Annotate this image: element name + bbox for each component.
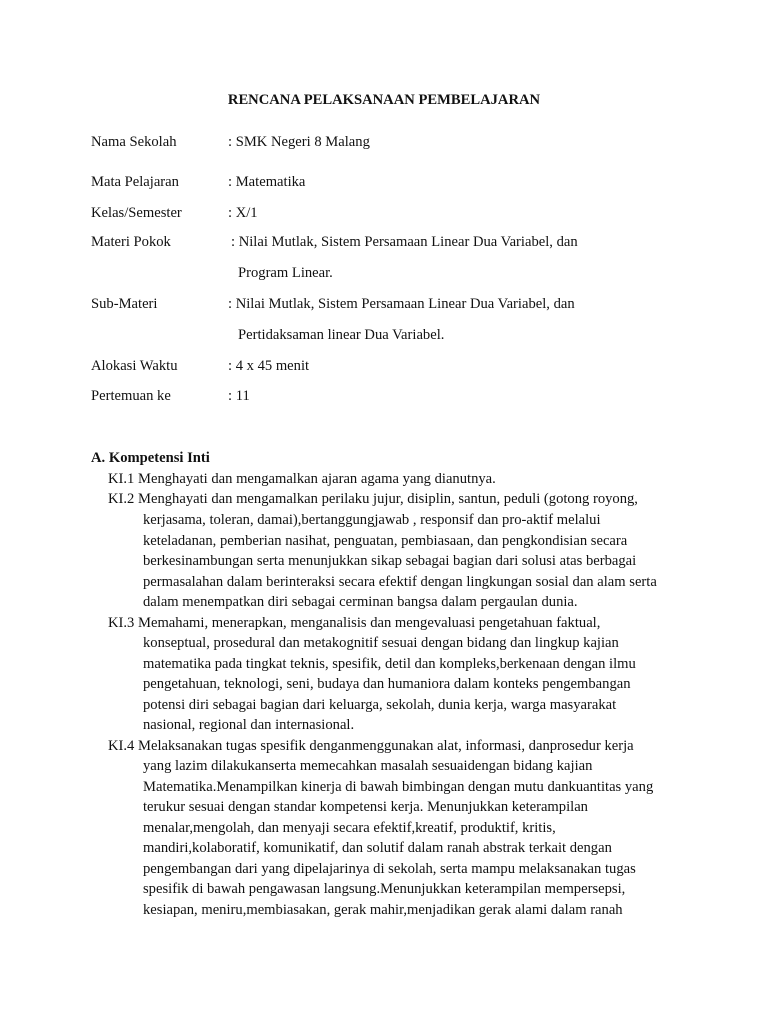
ki4-line: yang lazim dilakukanserta memecahkan masalah sesuaidengan bidang kajian <box>143 758 593 774</box>
ki2-line: permasalahan dalam berinteraksi secara efektif dengan lingkungan sosial dan alam serta <box>143 574 657 590</box>
ki4-line: menalar,mengolah, dan menyaji secara efektif,kreatif, produktif, kritis, <box>143 820 556 836</box>
document-title: RENCANA PELAKSANAAN PEMBELAJARAN <box>227 92 541 108</box>
ki4-line: pengembangan dari yang dipelajarinya di sekolah, serta mampu melaksanakan tugas <box>143 861 636 877</box>
label-pertemuan: Pertemuan ke <box>91 388 171 404</box>
value-mata-pelajaran: : Matematika <box>228 174 306 190</box>
value-kelas-semester: : X/1 <box>228 205 258 221</box>
value-materi-pokok-cont: Program Linear. <box>238 265 333 281</box>
value-alokasi-waktu: : 4 x 45 menit <box>228 358 310 374</box>
ki3-line: nasional, regional dan internasional. <box>143 717 355 733</box>
ki3-line: pengetahuan, teknologi, seni, budaya dan humaniora dalam konteks pengembangan <box>143 676 631 692</box>
ki2-line: kerjasama, toleran, damai),bertanggungjawab , responsif dan pro-aktif melalui <box>143 512 601 528</box>
ki2-line: dalam menempatkan diri sebagai cerminan bangsa dalam pergaulan dunia. <box>143 594 578 610</box>
value-nama-sekolah: : SMK Negeri 8 Malang <box>228 134 370 150</box>
label-sub-materi: Sub-Materi <box>91 296 158 312</box>
label-materi-pokok: Materi Pokok <box>91 234 171 250</box>
ki4-line: spesifik di bawah pengawasan langsung.Menunjukkan keterampilan mempersepsi, <box>143 881 626 897</box>
label-nama-sekolah: Nama Sekolah <box>91 134 177 150</box>
ki4-line: kesiapan, meniru,membiasakan, gerak mahir,menjadikan gerak alami dalam ranah <box>143 902 623 918</box>
ki2-line: berkesinambungan serta menunjukkan sikap sebagai bagian dari solusi atas berbagai <box>143 553 637 569</box>
label-mata-pelajaran: Mata Pelajaran <box>91 174 179 190</box>
ki2-line: keteladanan, pemberian nasihat, penguatan, pembiasaan, dan pengkondisian secara <box>143 533 628 549</box>
ki3-line: KI.3 Memahami, menerapkan, menganalisis dan mengevaluasi pengetahuan faktual, <box>108 615 601 631</box>
value-sub-materi: : Nilai Mutlak, Sistem Persamaan Linear Dua Variabel, dan <box>228 296 575 312</box>
ki3-line: konseptual, prosedural dan metakognitif sesuai dengan bidang dan lingkup kajian <box>143 635 619 651</box>
ki4-line: KI.4 Melaksanakan tugas spesifik denganmenggunakan alat, informasi, danprosedur kerja <box>108 738 634 754</box>
ki4-line: terukur sesuai dengan standar kompetensi kerja. Menunjukkan keterampilan <box>143 799 588 815</box>
value-pertemuan: : 11 <box>228 388 250 404</box>
value-materi-pokok: : Nilai Mutlak, Sistem Persamaan Linear Dua Variabel, dan <box>231 234 578 250</box>
ki3-line: matematika pada tingkat teknis, spesifik, detil dan kompleks,berkenaan dengan ilmu <box>143 656 636 672</box>
label-alokasi-waktu: Alokasi Waktu <box>91 358 178 374</box>
value-sub-materi-cont: Pertidaksaman linear Dua Variabel. <box>238 327 445 343</box>
ki2-line: KI.2 Menghayati dan mengamalkan perilaku jujur, disiplin, santun, peduli (gotong royong, <box>108 491 638 507</box>
ki4-line: Matematika.Menampilkan kinerja di bawah bimbingan dengan mutu dankuantitas yang <box>143 779 654 795</box>
section-heading-kompetensi-inti: A. Kompetensi Inti <box>91 450 210 466</box>
ki3-line: potensi diri sebagai bagian dari keluarga, sekolah, dunia kerja, warga masyarakat <box>143 697 617 713</box>
label-kelas-semester: Kelas/Semester <box>91 205 182 221</box>
ki4-line: mandiri,kolaboratif, komunikatif, dan solutif dalam ranah abstrak terkait dengan <box>143 840 612 856</box>
ki1-text: KI.1 Menghayati dan mengamalkan ajaran agama yang dianutnya. <box>108 471 496 487</box>
